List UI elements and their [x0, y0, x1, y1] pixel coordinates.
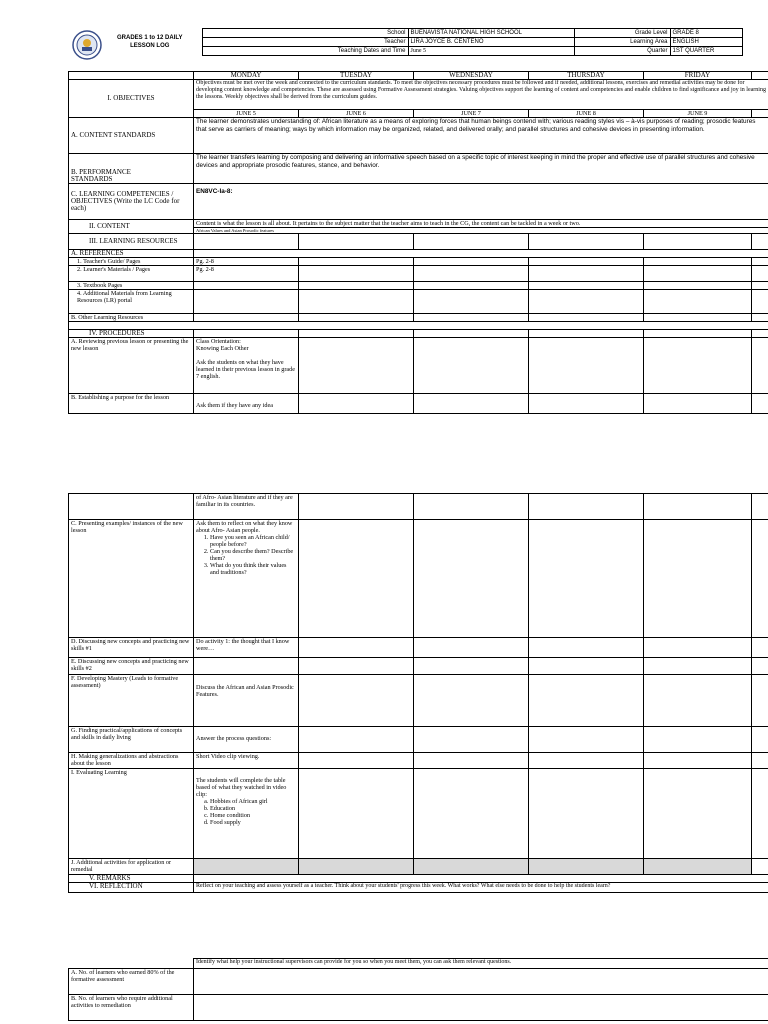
proc-f-text: Discuss the African and Asian Prosodic Features. — [194, 675, 299, 727]
references-label: A. REFERENCES — [69, 250, 194, 258]
objectives-text: Objectives must be met over the week and connected to the curriculum standards. To meet the objectives necessary procedures must be followed and if needed, additional lessons, exercises and remedial activities may be done for developing content knowledge and competencies. These are assessed using Formative Assessment strategies. Valuing objectives support the learning of content and competencies and enable children to find significance and joy in learning the lessons. Weekly objectives shall be derived from the curriculum guides. — [194, 80, 768, 110]
supervisor-a-label: A. No. of learners who earned 80% of the formative assessment — [69, 969, 194, 995]
proc-j-label: J. Additional activities for application or remedial — [69, 859, 194, 875]
procedures-label: IV. PROCEDURES — [69, 330, 194, 338]
day-monday: MONDAY — [194, 72, 299, 80]
proc-a-label: A. Reviewing previous lesson or presenting the new lesson — [69, 338, 194, 394]
objectives-label: I. OBJECTIVES — [69, 80, 194, 118]
tg-value: Pg. 2-8 — [194, 258, 299, 266]
proc-h-label: H. Making generalizations and abstractions about the lesson — [69, 753, 194, 769]
proc-b-label: B. Establishing a purpose for the lesson — [69, 394, 194, 414]
proc-a-line3: Ask the students on what they have learned in their previous lesson in grade 7 english. — [196, 359, 295, 380]
performance-label-a: B. PERFORMANCE — [71, 168, 131, 176]
day-thursday: THURSDAY — [529, 72, 644, 80]
proc-i-intro: The students will complete the table based of what they watched in video clip: — [196, 777, 287, 798]
log-title — [68, 29, 202, 56]
supervisor-table — [68, 958, 768, 1021]
supervisor-text: Identify what help your instructional supervisors can provide for you so when you meet them, you can ask them relevant questions. — [194, 959, 768, 969]
proc-c-question: 1. Have you seen an African child/ people before? — [210, 534, 296, 548]
learning-resources-label: III. LEARNING RESOURCES — [69, 234, 194, 250]
title-line-2: LESSON LOG — [130, 43, 170, 49]
area-label: Learning Area — [574, 38, 670, 47]
supervisor-b-label: B. No. of learners who require additional activities to remediation — [69, 995, 194, 1021]
proc-b-continued: of Afro- Asian literature and if they are familiar in its countries. — [194, 494, 299, 520]
dates-label: Teaching Dates and Time — [202, 47, 408, 56]
proc-g-label: G. Finding practical/applications of concepts and skills in daily living — [69, 727, 194, 753]
proc-c-question: 3. What do you think their values and traditions? — [210, 562, 296, 576]
proc-a-line1: Class Orientation: — [196, 338, 241, 345]
proc-i-items — [196, 798, 296, 826]
competencies-label: C. LEARNING COMPETENCIES / OBJECTIVES (Write the LC Code for each) — [69, 184, 194, 220]
day-tuesday: TUESDAY — [299, 72, 414, 80]
day-wednesday: WEDNESDAY — [414, 72, 529, 80]
dates-value: June 5 — [408, 47, 574, 56]
reflection-text: Reflect on your teaching and assess yourself as a teacher. Think about your students' progress this week. What works? What else needs to be done to help the students learn? — [194, 883, 768, 893]
remarks-label: V. REMARKS — [69, 875, 194, 883]
proc-c-content — [194, 520, 299, 638]
day-friday: FRIDAY — [644, 72, 752, 80]
date-june-8: JUNE 8 — [529, 110, 644, 118]
teacher-label: Teacher — [202, 38, 408, 47]
proc-g-text: Answer the process questions: — [194, 727, 299, 753]
quarter-value: 1ST QUARTER — [670, 47, 742, 56]
proc-i-item: b. Education — [210, 805, 296, 812]
teacher-value: LIRA JOYCE B. CENTENO — [408, 38, 574, 47]
tb-label: 3. Textbook Pages — [69, 282, 194, 290]
proc-f-label: F. Developing Mastery (Leads to formative assessment) — [69, 675, 194, 727]
title-line-1: GRADES 1 to 12 DAILY — [117, 35, 183, 41]
proc-i-item: d. Food supply — [210, 819, 296, 826]
proc-h-text: Short Video clip viewing. — [194, 753, 299, 769]
performance-standards-label — [69, 154, 194, 184]
content-standards-text: The learner demonstrates understanding of: African literature as a means of exploring forces that human beings contend with; various reading styles vis – à-vis purposes of reading; prosodic features that serve as carriers of meaning; ways by which information may be organized, related, and delivered orally; and parallel structures and cohesive devices in presenting information. — [194, 118, 768, 154]
proc-c-label: C. Presenting examples/ instances of the new lesson — [69, 520, 194, 638]
content-cell — [194, 220, 768, 234]
proc-c-question: 2. Can you describe them? Describe them? — [210, 548, 296, 562]
tg-label: 1. Teacher's Guide/ Pages — [69, 258, 194, 266]
proc-a-content — [194, 338, 299, 394]
lm-label: 2. Learner's Materials / Pages — [69, 266, 194, 282]
lm-value: Pg. 2-8 — [194, 266, 299, 282]
reflection-label: VI. REFLECTION — [69, 883, 194, 893]
grade-value: GRADE 8 — [670, 29, 742, 38]
lesson-log-table-continued — [68, 493, 768, 893]
proc-c-intro: Ask them to reflect on what they know about Afro- Asian people. — [196, 520, 293, 534]
proc-d-label: D. Discussing new concepts and practicing new skills #1 — [69, 638, 194, 658]
lesson-log-table — [68, 71, 768, 414]
proc-i-item: c. Home condition — [210, 812, 296, 819]
proc-b-text: Ask them if they have any idea — [194, 394, 299, 414]
proc-i-item: a. Hobbies of African girl — [210, 798, 296, 805]
date-june-5: JUNE 5 — [194, 110, 299, 118]
proc-c-questions — [196, 534, 296, 576]
date-june-6: JUNE 6 — [299, 110, 414, 118]
proc-e-label: E. Discussing new concepts and practicing new skills #2 — [69, 658, 194, 675]
competencies-code: EN8VC-Ia-8: — [194, 184, 768, 220]
proc-i-label: I. Evaluating Learning — [69, 769, 194, 859]
grade-label: Grade Level — [574, 29, 670, 38]
proc-a-line2: Knowing Each Other — [196, 345, 249, 352]
proc-i-content — [194, 769, 299, 859]
additional-materials-label: 4. Additional Materials from Learning Resources (LR) portal — [69, 290, 194, 314]
school-value: BUENAVISTA NATIONAL HIGH SCHOOL — [408, 29, 574, 38]
other-resources-label: B. Other Learning Resources — [69, 314, 194, 322]
proc-d-text: Do activity 1: the thought that I know were… — [194, 638, 299, 658]
content-label: II. CONTENT — [69, 220, 194, 234]
header-table — [68, 28, 743, 56]
quarter-label: Quarter — [574, 47, 670, 56]
school-label: School — [202, 29, 408, 38]
performance-standards-text: The learner transfers learning by composing and delivering an informative speech based on a specific topic of interest keeping in mind the proper and effective use of parallel structures and cohesive devices and appropriate prosodic features, stance, and behavior. — [194, 154, 768, 184]
content-standards-label: A. CONTENT STANDARDS — [69, 118, 194, 154]
content-topic: African Values and Asian Prosodic features — [196, 228, 275, 233]
date-june-9: JUNE 9 — [644, 110, 752, 118]
content-text: Content is what the lesson is all about. It pertains to the subject matter that the teacher aims to teach in the CG, the content can be tackled in a week or two. — [194, 220, 768, 228]
performance-label-b: STANDARDS — [71, 175, 113, 183]
date-june-7: JUNE 7 — [414, 110, 529, 118]
area-value: ENGLISH — [670, 38, 742, 47]
